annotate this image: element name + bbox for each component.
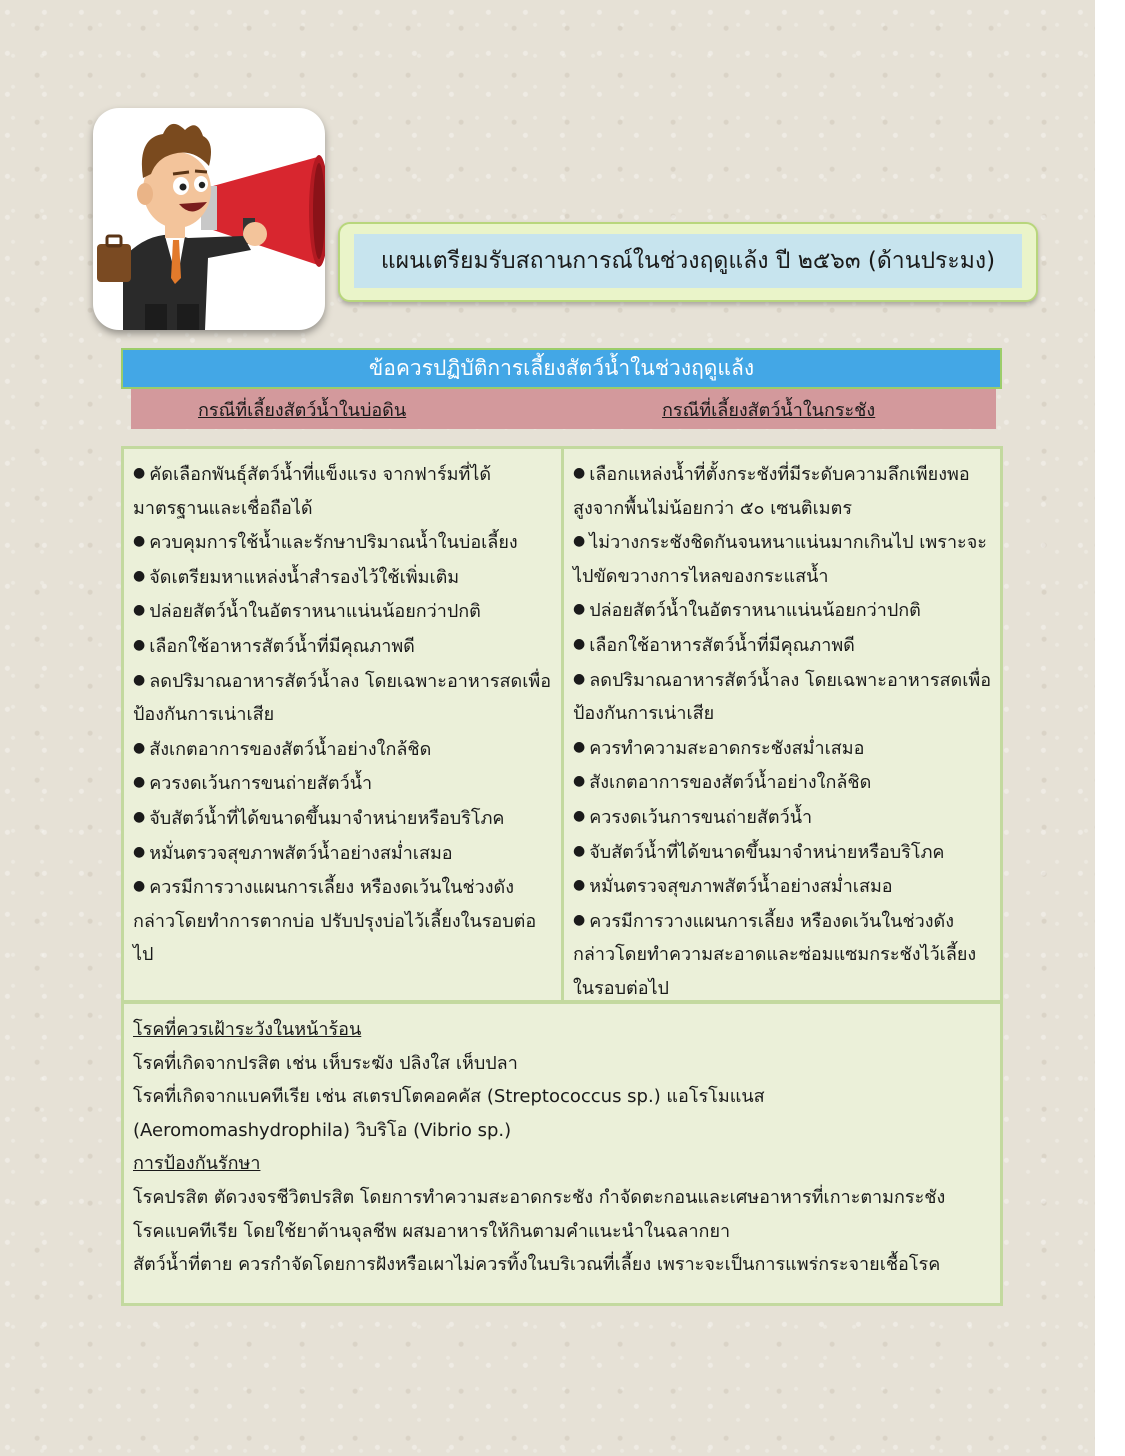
businessman-megaphone-icon xyxy=(93,108,325,330)
prevention-line: โรคแบคทีเรีย โดยใช้ยาต้านจุลชีพ ผสมอาหารให้กินตามคำแนะนำในฉลากยา xyxy=(133,1220,731,1242)
right-case-list xyxy=(573,457,994,1006)
list-item: ● ลดปริมาณอาหารสัตว์น้ำลง โดยเฉพาะอาหารสดเพื่อป้องกันการเน่าเสีย xyxy=(133,664,555,732)
disease-line: โรคที่เกิดจากปรสิต เช่น เห็บระฆัง ปลิงใส เห็บปลา xyxy=(133,1052,518,1074)
list-item: ● ควรมีการวางแผนการเลี้ยง หรืองดเว้นในช่วงดังกล่าวโดยทำการตากบ่อ ปรับปรุงบ่อไว้เลี้ยงในรอบต่อไป xyxy=(133,870,555,972)
list-item: ● ปล่อยสัตว์น้ำในอัตราหนาแน่นน้อยกว่าปกติ xyxy=(133,594,555,629)
bullet-dot-icon: ● xyxy=(573,635,586,652)
bullet-dot-icon: ● xyxy=(133,636,146,653)
diseases-heading: โรคที่ควรเฝ้าระวังในหน้าร้อน xyxy=(133,1019,362,1040)
prevention-line: สัตว์น้ำที่ตาย ควรกำจัดโดยการฝังหรือเผาไม่ควรทิ้งในบริเวณที่เลี้ยง เพราะจะเป็นการแพร่กระจายเชื้อโรค xyxy=(133,1254,941,1276)
list-item: ● เลือกใช้อาหารสัตว์น้ำที่มีคุณภาพดี xyxy=(133,629,555,664)
list-item: ● ปล่อยสัตว์น้ำในอัตราหนาแน่นน้อยกว่าปกติ xyxy=(573,593,994,628)
illustration-card xyxy=(93,108,325,330)
list-item: ● ควรงดเว้นการขนถ่ายสัตว์น้ำ xyxy=(573,800,994,835)
section-header: ข้อควรปฏิบัติการเลี้ยงสัตว์น้ำในช่วงฤดูแล้ง xyxy=(121,348,1002,389)
bullet-dot-icon: ● xyxy=(573,842,586,859)
bullet-dot-icon: ● xyxy=(573,773,586,790)
list-item: ● เลือกแหล่งน้ำที่ตั้งกระชังที่มีระดับความลึกเพียงพอ สูงจากพื้นไม่น้อยกว่า ๕๐ เซนติเมตร xyxy=(573,457,994,525)
list-item: ● หมั่นตรวจสุขภาพสัตว์น้ำอย่างสม่ำเสมอ xyxy=(573,869,994,904)
page-title: แผนเตรียมรับสถานการณ์ในช่วงฤดูแล้ง ปี ๒๕๖๓ (ด้านประมง) xyxy=(354,234,1022,288)
bullet-dot-icon: ● xyxy=(573,807,586,824)
bullet-dot-icon: ● xyxy=(573,465,586,481)
disease-line: (Aeromomashydrophila) วิบริโอ (Vibrio sp.) xyxy=(133,1119,512,1141)
list-item: ● จัดเตรียมหาแหล่งน้ำสำรองไว้ใช้เพิ่มเติม xyxy=(133,560,555,595)
bullet-dot-icon: ● xyxy=(133,671,146,688)
bullet-dot-icon: ● xyxy=(133,808,146,825)
left-case-list xyxy=(133,457,555,972)
page-margin-strip xyxy=(1095,0,1125,1456)
left-case-heading: กรณีที่เลี้ยงสัตว์น้ำในบ่อดิน xyxy=(198,400,407,421)
list-item: ● ไม่วางกระชังชิดกันจนหนาแน่นมากเกินไป เพราะจะไปขัดขวางการไหลของกระแสน้ำ xyxy=(573,525,994,593)
list-item: ● จับสัตว์น้ำที่ได้ขนาดขึ้นมาจำหน่ายหรือบริโภค xyxy=(573,835,994,870)
bullet-dot-icon: ● xyxy=(573,533,586,550)
disease-line: โรคที่เกิดจากแบคทีเรีย เช่น สเตรปโตคอคคัส (Streptococcus sp.) แอโรโมแนส xyxy=(133,1086,765,1108)
bullet-dot-icon: ● xyxy=(133,567,146,584)
right-case-heading: กรณีที่เลี้ยงสัตว์น้ำในกระชัง xyxy=(662,400,876,421)
prevention-heading: การป้องกันรักษา xyxy=(133,1153,261,1175)
bullet-dot-icon: ● xyxy=(133,739,146,756)
bullet-dot-icon: ● xyxy=(573,877,586,894)
bullet-dot-icon: ● xyxy=(133,774,146,791)
list-item: ● ควรทำความสะอาดกระชังสม่ำเสมอ xyxy=(573,731,994,766)
bullet-dot-icon: ● xyxy=(133,878,146,895)
bullet-dot-icon: ● xyxy=(133,533,146,550)
list-item: ● คัดเลือกพันธุ์สัตว์น้ำที่แข็งแรง จากฟาร์มที่ได้มาตรฐานและเชื่อถือได้ xyxy=(133,457,555,525)
list-item: ● หมั่นตรวจสุขภาพสัตว์น้ำอย่างสม่ำเสมอ xyxy=(133,836,555,871)
left-case-panel xyxy=(121,446,564,1003)
list-item: ● สังเกตอาการของสัตว์น้ำอย่างใกล้ชิด xyxy=(133,732,555,767)
disease-prevention-panel xyxy=(121,1001,1003,1306)
bullet-dot-icon: ● xyxy=(133,465,146,481)
bullet-dot-icon: ● xyxy=(133,602,146,619)
bullet-dot-icon: ● xyxy=(573,670,586,687)
bullet-dot-icon: ● xyxy=(573,738,586,755)
right-case-panel xyxy=(561,446,1003,1003)
list-item: ● เลือกใช้อาหารสัตว์น้ำที่มีคุณภาพดี xyxy=(573,628,994,663)
list-item: ● ควรมีการวางแผนการเลี้ยง หรืองดเว้นในช่วงดังกล่าวโดยทำความสะอาดและซ่อมแซมกระชังไว้เลี้ยงในรอบต่อไป xyxy=(573,904,994,1006)
prevention-line: โรคปรสิต ตัดวงจรชีวิตปรสิต โดยการทำความสะอาดกระชัง กำจัดตะกอนและเศษอาหารที่เกาะตามกระชัง xyxy=(133,1186,946,1208)
bullet-dot-icon: ● xyxy=(573,601,586,618)
title-box xyxy=(338,222,1038,302)
bullet-dot-icon: ● xyxy=(573,911,586,928)
list-item: ● ลดปริมาณอาหารสัตว์น้ำลง โดยเฉพาะอาหารสดเพื่อป้องกันการเน่าเสีย xyxy=(573,663,994,731)
list-item: ● ควรงดเว้นการขนถ่ายสัตว์น้ำ xyxy=(133,766,555,801)
list-item: ● ควบคุมการใช้น้ำและรักษาปริมาณน้ำในบ่อเลี้ยง xyxy=(133,525,555,560)
bullet-dot-icon: ● xyxy=(133,843,146,860)
list-item: ● จับสัตว์น้ำที่ได้ขนาดขึ้นมาจำหน่ายหรือบริโภค xyxy=(133,801,555,836)
case-header-bar xyxy=(131,389,996,429)
list-item: ● สังเกตอาการของสัตว์น้ำอย่างใกล้ชิด xyxy=(573,765,994,800)
